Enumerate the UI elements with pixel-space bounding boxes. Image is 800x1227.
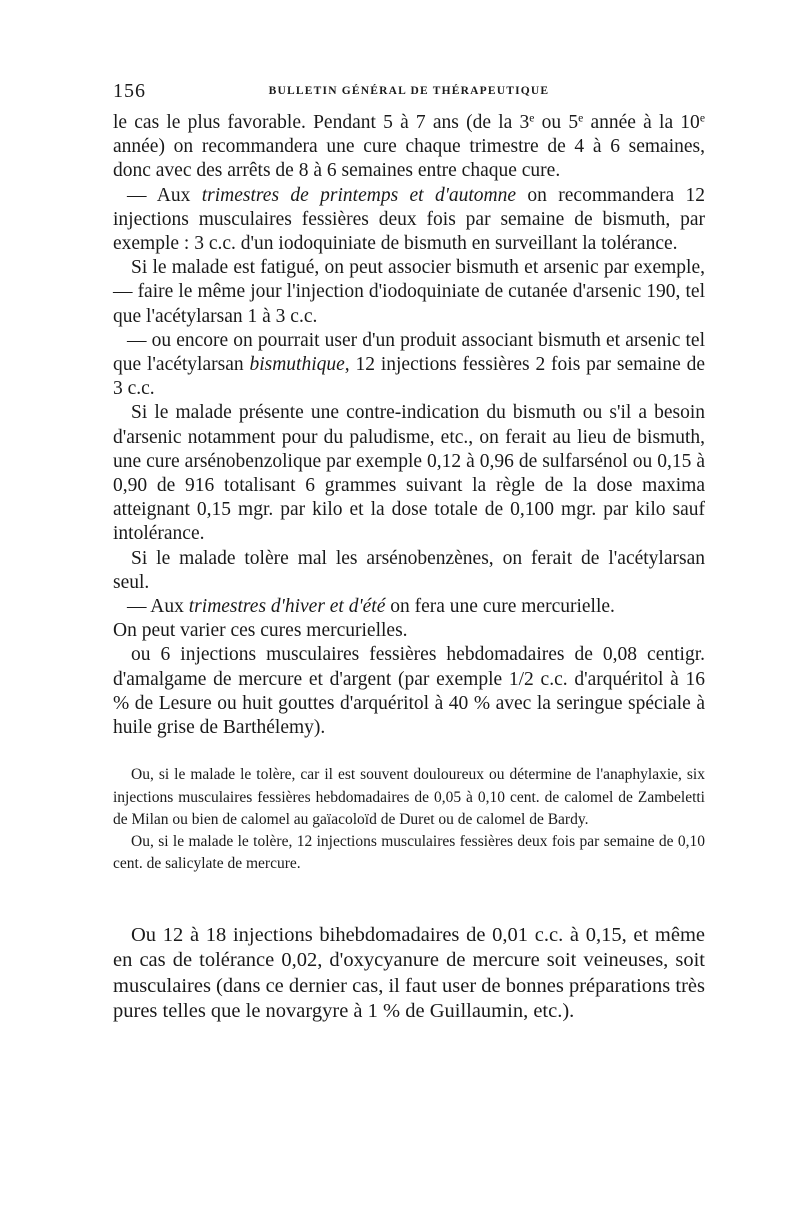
paragraph-oxycyanide: Ou 12 à 18 injections bihebdomadaires de 0,01 c.c. à 0,15, et même en cas de tolérance 0,02, d'oxycyanure de mercure soit veineuses, soit musculaires (dans ce dernier cas, il faut user de bonnes préparations très pures telles que le novargyre à 1 % de Guillaumin, etc.). — [113, 923, 705, 1022]
paragraph-spring-autumn: — Aux trimestres de printemps et d'automne on recommandera 12 injections musculaires fessières deux fois par semaine de bismuth, par exemple : 3 c.c. d'un iodoquiniate de bismuth en surveillant la tolérance. — [113, 184, 705, 255]
page-number: 156 — [113, 80, 146, 102]
paragraph-fatigue: Si le malade est fatigué, on peut associer bismuth et arsenic par exemple, — faire le même jour l'injection d'iodoquiniate de cutanée d'arsenic 190, tel que l'acétylarsan 1 à 3 c.c. — [113, 257, 705, 327]
paragraph-continuation: le cas le plus favorable. Pendant 5 à 7 ans (de la 3e ou 5e année à la 10e année) on recommandera une cure chaque trimestre de 4 à 6 semaines, donc avec des arrêts de 8 à 6 semaines entre chaque cure. — [113, 111, 705, 182]
paragraph-amalgam: ou 6 injections musculaires fessières hebdomadaires de 0,08 centigr. d'amalgame de mercure et d'argent (par exemple 1/2 c.c. d'arquéritol à 16 % de Lesure ou huit gouttes d'arquéritol à 40 % avec la seringue spéciale à huile grise de Barthélemy). — [113, 644, 705, 739]
paragraph-combined-product: — ou encore on pourrait user d'un produit associant bismuth et arsenic tel que l'acétylarsan bismuthique, 12 injections fessières 2 fois par semaine de 3 c.c. — [113, 329, 705, 400]
page-header — [113, 80, 705, 102]
small-paragraph-salicylate: Ou, si le malade le tolère, 12 injections musculaires fessières deux fois par semaine de 0,10 cent. de salicylate de mercure. — [113, 833, 705, 873]
running-title: BULLETIN GÉNÉRAL DE THÉRAPEUTIQUE — [268, 85, 550, 97]
page-body — [113, 111, 705, 1024]
paragraph-arsenobenzene: Si le malade tolère mal les arsénobenzènes, on ferait de l'acétylarsan seul. — [113, 547, 705, 593]
small-paragraph-calomel: Ou, si le malade le tolère, car il est souvent douloureux ou détermine de l'anaphylaxie, six injections musculaires fessières hebdomadaires de 0,05 à 0,10 cent. de calomel de Zambeletti de Milan ou bien de calomel au gaïacoloïd de Duret ou de calomel de Bardy. — [113, 766, 705, 828]
paragraph-vary-cures: On peut varier ces cures mercurielles. — [113, 620, 408, 642]
paragraph-contraindication: Si le malade présente une contre-indication du bismuth ou s'il a besoin d'arsenic notamment pour du paludisme, etc., on ferait au lieu de bismuth, une cure arsénobenzolique par exemple 0,12 à 0,96 de sulfarsénol ou 0,15 à 0,90 de 916 totalisant 6 grammes suivant la règle de la dose maxima atteignant 0,15 mgr. par kilo et la dose totale de 0,100 mgr. par kilo sauf intolérance. — [113, 402, 705, 545]
paragraph-winter-summer: — Aux trimestres d'hiver et d'été on fera une cure mercurielle. — [127, 596, 615, 618]
